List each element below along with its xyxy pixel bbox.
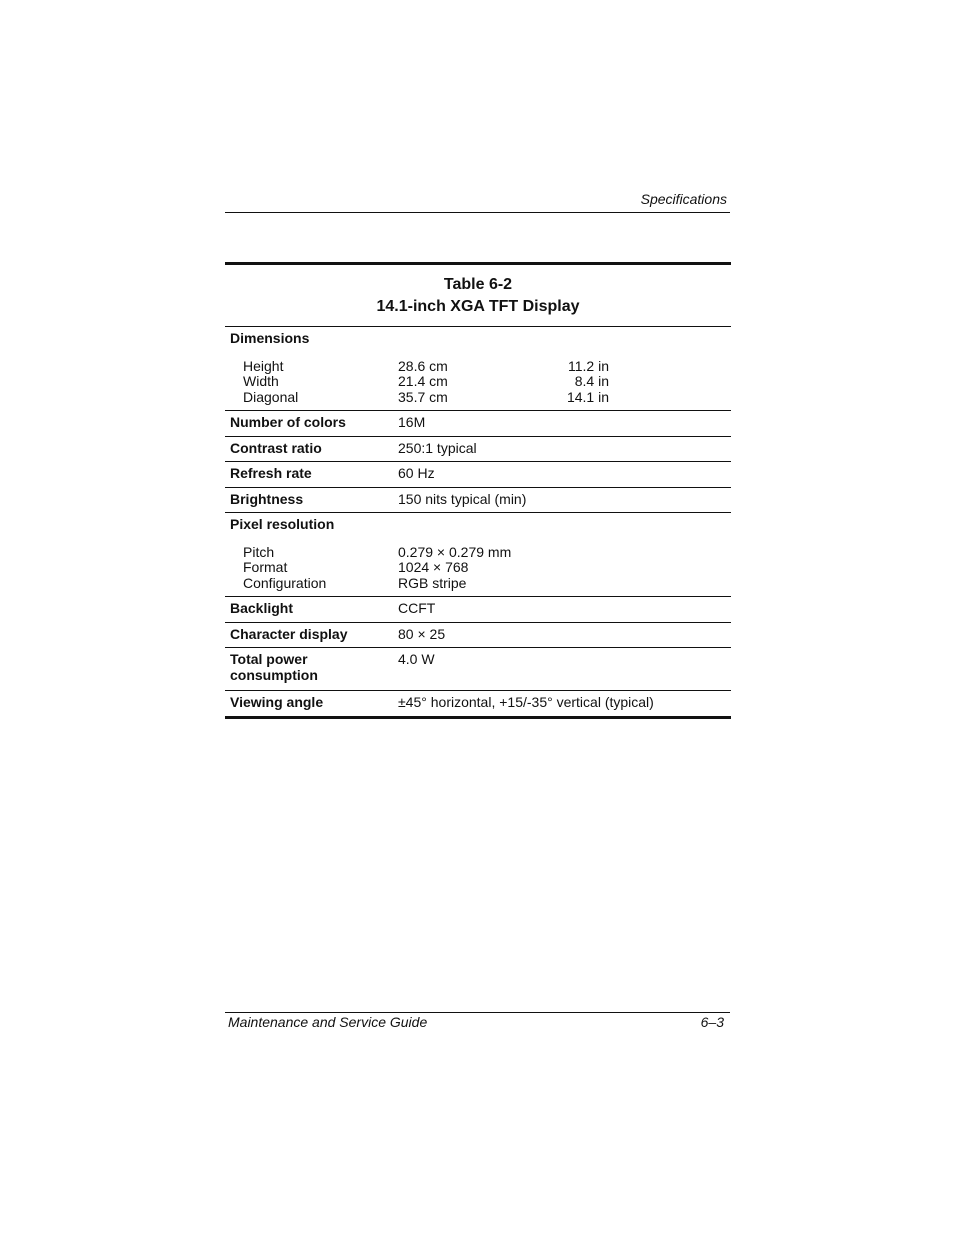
footer-title: Maintenance and Service Guide: [228, 1014, 428, 1030]
table-caption: [225, 265, 731, 326]
row-value: 80 × 25: [398, 625, 446, 642]
row-value: 250:1 typical: [398, 439, 477, 456]
table-title: 14.1-inch XGA TFT Display: [376, 298, 580, 315]
row-label: Dimensions: [230, 330, 310, 346]
subrow-value: RGB stripe: [398, 574, 467, 591]
subrow-label: Diagonal: [243, 388, 299, 405]
table-row-colors: [225, 411, 731, 437]
table-row-dimensions: [225, 327, 731, 411]
page-number: 6–3: [700, 1014, 724, 1030]
row-label-line1: Total power: [230, 651, 308, 667]
row-value: 150 nits typical (min): [398, 490, 527, 507]
row-label: Pixel resolution: [230, 516, 335, 532]
row-label: Number of colors: [230, 414, 346, 430]
row-value: ±45° horizontal, +15/-35° vertical (typical): [398, 694, 654, 710]
table-row-contrast: [225, 437, 731, 463]
row-label-line2: consumption: [230, 666, 318, 683]
row-label: Contrast ratio: [230, 439, 322, 456]
row-label: Character display: [230, 625, 348, 642]
footer-rule: [225, 1012, 730, 1013]
spec-table: [225, 262, 731, 719]
row-label: Backlight: [230, 600, 294, 616]
subrow-label: Width: [243, 373, 279, 389]
header-rule: [225, 212, 730, 213]
metric-value: 21.4 cm: [398, 373, 448, 389]
subrow-label: Format: [243, 559, 288, 575]
metric-value: 28.6 cm: [398, 357, 448, 374]
row-value: 16M: [398, 414, 426, 430]
running-head: Specifications: [640, 191, 727, 207]
row-value: 4.0 W: [398, 651, 435, 667]
subrow-value: 0.279 × 0.279 mm: [398, 543, 512, 560]
row-value: CCFT: [398, 600, 436, 616]
row-label: Viewing angle: [230, 694, 324, 710]
row-label: Refresh rate: [230, 465, 312, 481]
subrow-value: 1024 × 768: [398, 559, 469, 575]
row-value: 60 Hz: [398, 465, 435, 481]
table-row-backlight: [225, 597, 731, 623]
row-label: Brightness: [230, 490, 304, 507]
subrow-label: Pitch: [243, 543, 275, 560]
table-row-pixel-resolution: [225, 513, 731, 597]
subrow-height: [225, 359, 731, 375]
table-row-power: [225, 648, 731, 691]
metric-value: 35.7 cm: [398, 388, 448, 405]
subrow-label: Height: [243, 357, 284, 374]
subrow-format: [225, 560, 731, 576]
table-row-viewing-angle: [225, 691, 731, 719]
imperial-value: 11.2 in: [568, 357, 609, 374]
subrow-pitch: [225, 545, 731, 561]
table-row-refresh: [225, 462, 731, 488]
table-row-brightness: [225, 488, 731, 514]
table-number: Table 6-2: [443, 276, 513, 293]
row-label: [230, 652, 395, 683]
subrow-configuration: [225, 576, 731, 592]
subrow-width: [225, 374, 731, 390]
imperial-value: 14.1 in: [566, 388, 609, 405]
table-row-character-display: [225, 623, 731, 649]
subrow-label: Configuration: [243, 574, 327, 591]
imperial-value: 8.4 in: [574, 373, 609, 389]
subrow-diagonal: [225, 390, 731, 406]
